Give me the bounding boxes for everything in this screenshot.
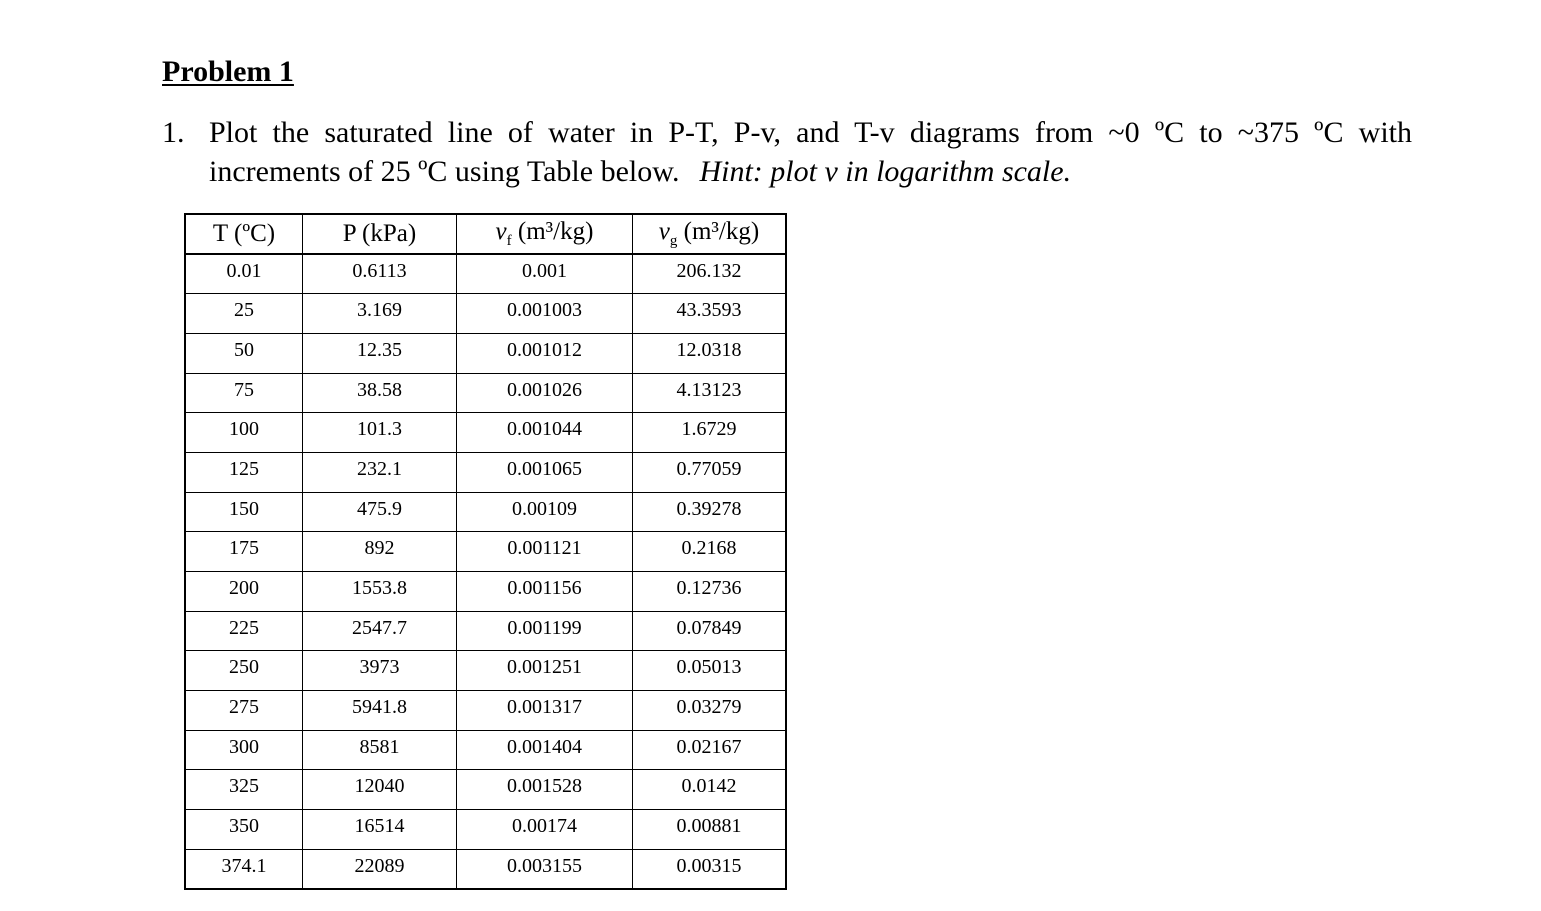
header-vg-symbol: v xyxy=(658,218,670,245)
cell-vf: 0.001044 xyxy=(457,413,633,453)
header-vf-subscript: f xyxy=(506,233,512,249)
table-row xyxy=(185,651,786,691)
table-row xyxy=(185,452,786,492)
cell-vg: 0.07849 xyxy=(633,611,787,651)
cell-vf: 0.001003 xyxy=(457,294,633,334)
problem-text-line2: increments of 25 ºC using Table below. xyxy=(209,155,680,188)
cell-vf: 0.001251 xyxy=(457,651,633,691)
header-vg-unit: (m³/kg) xyxy=(677,218,760,245)
cell-pressure: 38.58 xyxy=(303,373,457,413)
cell-pressure: 16514 xyxy=(303,810,457,850)
cell-vf: 0.003155 xyxy=(457,849,633,889)
cell-vf: 0.001528 xyxy=(457,770,633,810)
cell-temperature: 225 xyxy=(185,611,303,651)
cell-vg: 12.0318 xyxy=(633,333,787,373)
table-row xyxy=(185,611,786,651)
cell-vf: 0.001 xyxy=(457,254,633,294)
header-temperature: T (ºC) xyxy=(185,214,303,254)
cell-vg: 0.00881 xyxy=(633,810,787,850)
cell-temperature: 350 xyxy=(185,810,303,850)
cell-temperature: 100 xyxy=(185,413,303,453)
cell-pressure: 475.9 xyxy=(303,492,457,532)
header-vg xyxy=(633,214,787,254)
cell-pressure: 232.1 xyxy=(303,452,457,492)
problem-title: Problem 1 xyxy=(162,55,294,88)
problem-text xyxy=(209,113,1412,191)
table-row xyxy=(185,572,786,612)
header-vg-subscript: g xyxy=(669,233,678,249)
table-row xyxy=(185,254,786,294)
cell-vg: 43.3593 xyxy=(633,294,787,334)
table-body xyxy=(185,254,786,889)
cell-vf: 0.001317 xyxy=(457,691,633,731)
cell-vg: 0.05013 xyxy=(633,651,787,691)
cell-vg: 0.39278 xyxy=(633,492,787,532)
cell-pressure: 892 xyxy=(303,532,457,572)
problem-hint: Hint: plot v in logarithm scale. xyxy=(699,155,1072,188)
header-vf xyxy=(457,214,633,254)
cell-vf: 0.001404 xyxy=(457,730,633,770)
cell-vf: 0.001012 xyxy=(457,333,633,373)
cell-vg: 0.2168 xyxy=(633,532,787,572)
table-row xyxy=(185,532,786,572)
cell-temperature: 200 xyxy=(185,572,303,612)
table-header-row xyxy=(185,214,786,254)
cell-pressure: 0.6113 xyxy=(303,254,457,294)
table-row xyxy=(185,413,786,453)
cell-vg: 0.12736 xyxy=(633,572,787,612)
cell-temperature: 25 xyxy=(185,294,303,334)
cell-temperature: 175 xyxy=(185,532,303,572)
problem-number: 1. xyxy=(162,116,185,149)
cell-temperature: 150 xyxy=(185,492,303,532)
cell-vg: 0.02167 xyxy=(633,730,787,770)
cell-pressure: 22089 xyxy=(303,849,457,889)
cell-pressure: 3973 xyxy=(303,651,457,691)
cell-temperature: 250 xyxy=(185,651,303,691)
cell-vg: 206.132 xyxy=(633,254,787,294)
header-pressure: P (kPa) xyxy=(303,214,457,254)
cell-pressure: 5941.8 xyxy=(303,691,457,731)
table-row xyxy=(185,691,786,731)
cell-pressure: 1553.8 xyxy=(303,572,457,612)
cell-pressure: 12040 xyxy=(303,770,457,810)
cell-pressure: 12.35 xyxy=(303,333,457,373)
cell-temperature: 50 xyxy=(185,333,303,373)
cell-vg: 0.03279 xyxy=(633,691,787,731)
cell-vf: 0.001065 xyxy=(457,452,633,492)
cell-vg: 4.13123 xyxy=(633,373,787,413)
saturation-table xyxy=(184,213,787,890)
cell-vf: 0.001121 xyxy=(457,532,633,572)
cell-temperature: 300 xyxy=(185,730,303,770)
table-row xyxy=(185,730,786,770)
table-row xyxy=(185,333,786,373)
table-row xyxy=(185,294,786,334)
cell-pressure: 8581 xyxy=(303,730,457,770)
cell-temperature: 0.01 xyxy=(185,254,303,294)
table-row xyxy=(185,770,786,810)
cell-vg: 0.00315 xyxy=(633,849,787,889)
cell-pressure: 3.169 xyxy=(303,294,457,334)
cell-pressure: 2547.7 xyxy=(303,611,457,651)
cell-vf: 0.001156 xyxy=(457,572,633,612)
table-row xyxy=(185,492,786,532)
cell-vf: 0.001199 xyxy=(457,611,633,651)
cell-temperature: 275 xyxy=(185,691,303,731)
table-row xyxy=(185,849,786,889)
cell-temperature: 374.1 xyxy=(185,849,303,889)
cell-temperature: 125 xyxy=(185,452,303,492)
header-vf-symbol: v xyxy=(495,218,507,245)
header-vf-unit: (m³/kg) xyxy=(511,218,594,245)
cell-vf: 0.00109 xyxy=(457,492,633,532)
cell-pressure: 101.3 xyxy=(303,413,457,453)
problem-text-line1: Plot the saturated line of water in P-T, P-v, and T-v diagrams from ~0 ºC to ~375 ºC with xyxy=(209,116,1412,149)
table-row xyxy=(185,373,786,413)
cell-temperature: 75 xyxy=(185,373,303,413)
problem-statement xyxy=(162,113,1412,191)
cell-temperature: 325 xyxy=(185,770,303,810)
cell-vg: 0.77059 xyxy=(633,452,787,492)
cell-vg: 0.0142 xyxy=(633,770,787,810)
cell-vg: 1.6729 xyxy=(633,413,787,453)
cell-vf: 0.001026 xyxy=(457,373,633,413)
cell-vf: 0.00174 xyxy=(457,810,633,850)
table-row xyxy=(185,810,786,850)
